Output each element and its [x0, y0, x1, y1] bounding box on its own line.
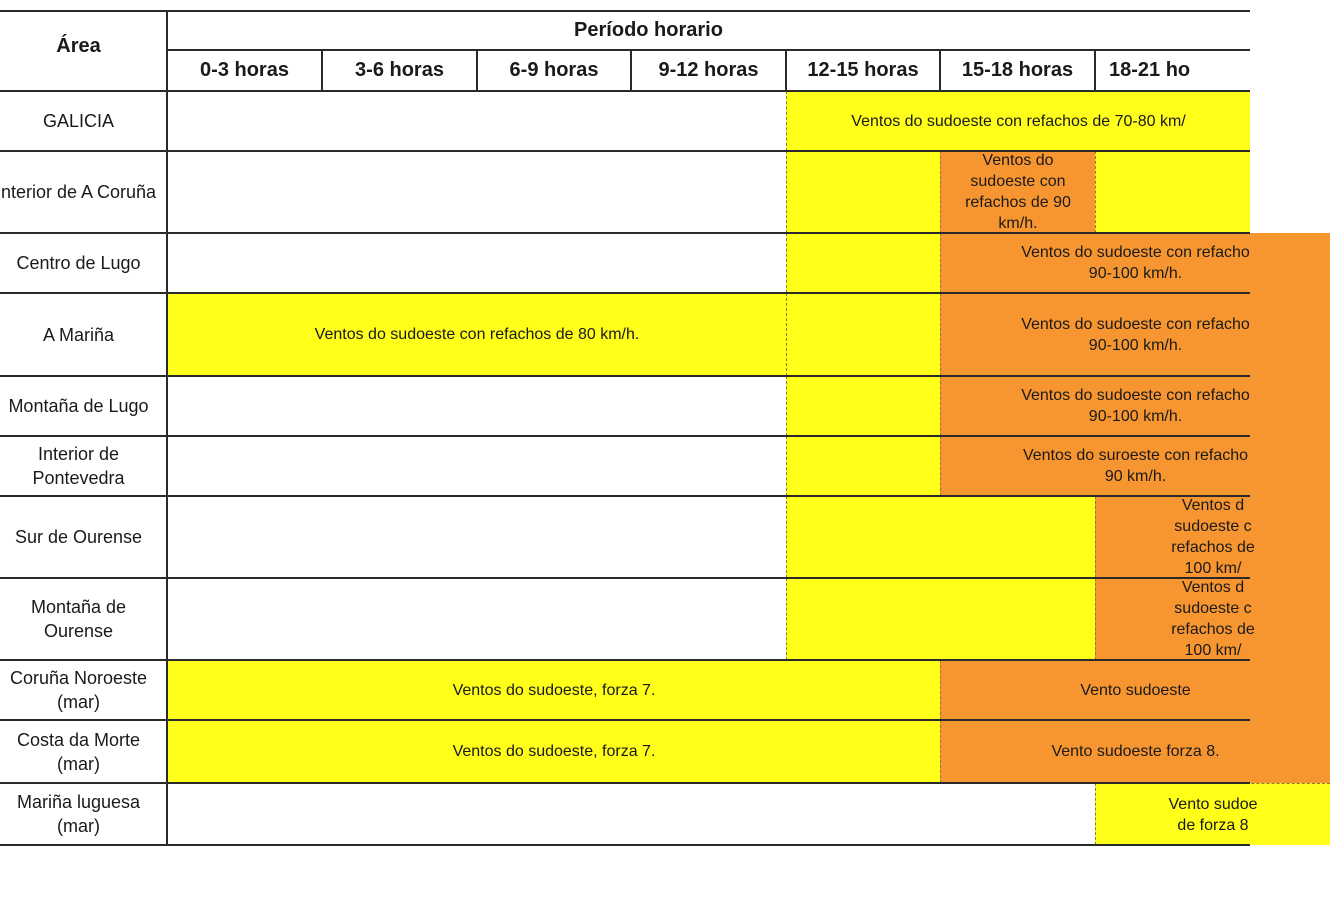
- grid-line: [0, 782, 1250, 784]
- area-label: Mariña luguesa (mar): [16, 792, 141, 836]
- grid-line: [630, 50, 632, 91]
- warning-text: Ventos do sudoeste con refacho 90-100 km/h.: [1021, 387, 1250, 425]
- grid-line: [476, 50, 478, 91]
- warning-text: Ventos do sudoeste con refachos de 90 km/h.: [965, 152, 1071, 232]
- warning-text: Vento sudoeste: [1080, 681, 1191, 699]
- warning-band-yellow: [786, 233, 940, 293]
- warning-text: Ventos do sudoeste con refacho 90-100 km/h.: [1021, 244, 1250, 282]
- grid-line: [0, 90, 1250, 92]
- warning-text: Ventos do suroeste con refacho 90 km/h.: [1022, 447, 1249, 485]
- grid-line: [0, 232, 1250, 234]
- grid-line: [0, 577, 1250, 579]
- warning-band-orange: [940, 660, 1330, 720]
- grid-line: [0, 844, 1250, 846]
- warning-text: Ventos d sudoeste c refachos de 100 km/: [1171, 497, 1255, 577]
- warning-band-orange: [940, 151, 1095, 233]
- area-column-header: Área: [56, 34, 101, 57]
- grid-line: [785, 50, 787, 91]
- warning-band-yellow: [167, 660, 940, 720]
- warning-band-yellow: [786, 151, 940, 233]
- warning-band-yellow: [786, 376, 940, 436]
- time-column-header: 18-21 ho: [1109, 59, 1191, 81]
- area-label: nterior de A Coruña: [0, 182, 157, 202]
- warning-band-orange: [940, 293, 1330, 376]
- time-column-header: 9-12 horas: [658, 59, 759, 81]
- warning-band-yellow: [786, 436, 940, 496]
- warning-band-yellow: [167, 720, 940, 783]
- area-label: Montaña de Lugo: [8, 396, 149, 416]
- warning-text: Ventos do sudoeste, forza 7.: [452, 681, 656, 699]
- period-header: Período horario: [574, 19, 723, 41]
- warning-text: Vento sudoeste forza 8.: [1051, 743, 1220, 760]
- warning-band-orange: [940, 376, 1330, 436]
- area-label: Centro de Lugo: [16, 253, 141, 273]
- warning-text: Ventos do sudoeste con refachos de 70-80 km/: [851, 113, 1186, 130]
- grid-line: [0, 10, 1250, 12]
- time-column-header: 0-3 horas: [200, 59, 289, 81]
- area-label: Montaña de Ourense: [30, 597, 127, 641]
- warning-text: Ventos do sudoeste con refachos de 80 km/h.: [314, 326, 640, 343]
- grid-line: [0, 435, 1250, 437]
- grid-line: [0, 719, 1250, 721]
- warning-band-orange: [1095, 578, 1330, 660]
- warning-band-yellow: [1095, 783, 1330, 845]
- area-label: Sur de Ourense: [14, 527, 143, 547]
- warning-band-yellow: [786, 578, 1095, 660]
- grid-line: [166, 11, 168, 846]
- warning-band-orange: [940, 233, 1330, 293]
- warning-band-orange: [940, 436, 1330, 496]
- grid-line: [321, 50, 323, 91]
- warning-band-yellow: [786, 496, 1095, 578]
- warning-band-orange: [940, 720, 1330, 783]
- area-label: Costa da Morte (mar): [16, 729, 141, 774]
- warning-text: Ventos d sudoeste c refachos de 100 km/: [1171, 579, 1255, 659]
- grid-line: [1094, 50, 1096, 91]
- warning-text: Ventos do sudoeste, forza 7.: [452, 743, 656, 760]
- area-label: Interior de Pontevedra: [32, 444, 125, 488]
- time-column-header: 15-18 horas: [961, 59, 1074, 81]
- time-column-header: 12-15 horas: [807, 59, 919, 81]
- grid-line: [167, 49, 1250, 51]
- grid-line: [0, 150, 1250, 152]
- grid-line: [0, 292, 1250, 294]
- area-label: A Mariña: [42, 324, 115, 345]
- area-label: GALICIA: [42, 111, 115, 131]
- warning-text: Vento sudoe de forza 8: [1168, 795, 1258, 834]
- area-label: Coruña Noroeste (mar): [9, 668, 148, 712]
- warning-band-yellow: [1095, 151, 1250, 233]
- grid-line: [0, 659, 1250, 661]
- warning-text: Ventos do sudoeste con refacho 90-100 km/h.: [1021, 315, 1250, 354]
- grid-line: [939, 50, 941, 91]
- grid-line: [0, 375, 1250, 377]
- warning-band-yellow: [786, 293, 940, 376]
- time-column-header: 6-9 horas: [509, 59, 599, 81]
- warning-band-orange: [1095, 496, 1330, 578]
- warning-band-yellow: [786, 91, 1250, 151]
- warning-band-yellow: [167, 293, 786, 376]
- time-column-header: 3-6 horas: [355, 59, 444, 81]
- grid-line: [0, 495, 1250, 497]
